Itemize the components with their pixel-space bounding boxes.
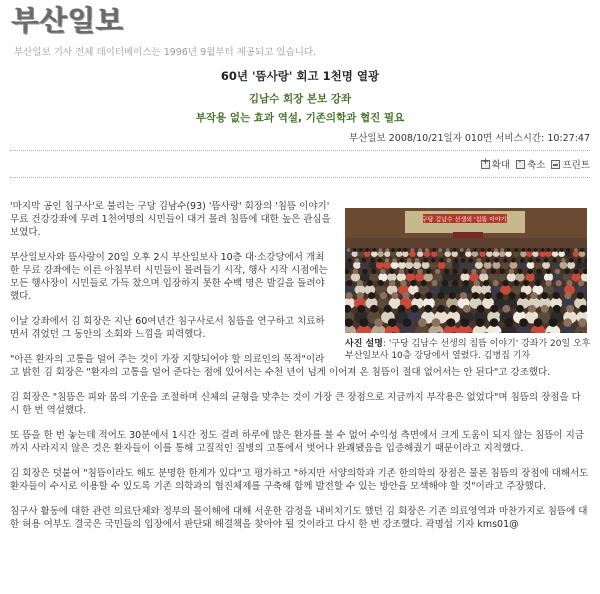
zoom-out-icon [516, 160, 525, 169]
article-toolbar [481, 157, 590, 171]
zoom-in-button[interactable] [481, 157, 510, 171]
photo-caption [341, 338, 594, 362]
lecture-photo [345, 208, 587, 333]
paragraph-3: 이날 강좌에서 김 회장은 지난 60여년간 침구사로서 침뜸을 연구하고 치료하면서 겪었던 그 동안의 소회와 느낌을 피력했다. [10, 316, 325, 340]
site-logo[interactable]: 부산일보 [12, 4, 125, 37]
paragraph-4: "아픈 환자의 고통을 덜어 주는 것이 가장 지향되어야 할 의료인의 목적"이라고 밝힌 김 회장은 "환자의 고통을 덜어 준다는 점에 있어서는 수천 년이 넘게 이어져 온 침뜸이 절대 없어서는 안 된다"고 강조했다. [10, 354, 551, 378]
photo-banner-text: 구당 김남수 선생의 '침뜸 이야기' [421, 216, 509, 224]
print-label: 프린트 [562, 160, 590, 171]
caption-text: : '구당 김남수 선생의 침뜸 이야기' 강좌가 20일 오후 부산일보사 10층 강당에서 열렸다. 김병집 기자 [345, 339, 591, 361]
article-headline: 60년 '뜸사랑' 회고 1천명 열광 [220, 69, 380, 83]
paragraph-1: '마지막 공인 침구사'로 불리는 구당 김남수(93) '뜸사랑' 회장의 '침뜸 이야기' 무료 건강강좌에 무려 1천여명의 시민들이 대거 몰려 침뜸에 대한 높은 관심을 보였다. [10, 201, 331, 238]
print-button[interactable] [551, 157, 590, 171]
zoom-out-button[interactable] [516, 157, 545, 171]
paragraph-5: 김 회장은 "침뜸은 피와 몸의 기운을 조절하며 신체의 균형을 맞추는 것이 가장 큰 장점으로 지금까지 부작용은 없었다"며 침뜸의 장점을 다시 한 번 역설했다. [10, 392, 581, 416]
divider [10, 177, 590, 178]
divider [10, 150, 590, 151]
zoom-out-label: 축소 [527, 160, 546, 171]
paragraph-2: 부산일보사와 뜸사랑이 20일 오후 2시 부산일보사 10층 대·소강당에서 개최한 무료 강좌에는 이른 아침부터 시민들이 몰려들기 시작, 행사 시작 시점에는 모든 행사장이 시민들로 가득 찼으며 입장하지 못한 수백 명은 발길을 돌려야 했다. [10, 252, 328, 302]
paragraph-7: 김 회장은 덧붙여 "침뜸이라도 해도 분명한 한계가 있다"고 평가하고 "하지만 서양의학과 기존 한의학의 장점은 물론 침뜸의 장점에 대해서도 환자들이 수시로 이용할 수 있도록 기존 의학과의 협진체제를 구축해 함께 발전할 수 있는 방안을 모색해야 할 것"이라고 주장했다. [10, 468, 589, 492]
database-notice: 부산일보 기사 전체 데이터베이스는 1996년 9월부터 제공되고 있습니다. [14, 47, 317, 58]
article-subtitle-2: 부작용 없는 효과 역설, 기존의학과 협진 필요 [195, 112, 405, 124]
zoom-in-icon [481, 160, 490, 169]
article-meta: 부산일보 2008/10/21일자 010면 서비스시간: 10:27:47 [349, 133, 590, 144]
printer-icon [551, 160, 560, 169]
paragraph-8: 침구사 활동에 대한 관련 의료단체와 정부의 몰이해에 대해 서운한 감정을 내비치기도 했던 김 회장은 기존 의료영역과 마찬가지로 침뜸에 대한 허용 여부도 결국은 국민들의 입장에서 판단돼 해결책을 찾아야 될 것이라고 다시 한 번 강조했다. 곽명섭 기자 kms01@ [10, 506, 588, 530]
photo-block [341, 208, 594, 362]
article-body [10, 200, 590, 543]
audience-photo-image [345, 208, 587, 333]
zoom-in-label: 확대 [491, 160, 511, 171]
caption-label: 사진 설명 [345, 339, 383, 349]
article-subtitle-1: 김남수 회장 본보 강좌 [248, 93, 352, 105]
paragraph-6: 또 뜸을 한 번 놓는데 적어도 30분에서 1시간 정도 걸려 하루에 많은 환자를 볼 수 없어 수익성 측면에서 크게 도움이 되지 않는 침뜸이 지금까지 사라지지 않은 것은 환자들이 이를 통해 고질적인 질병의 고통에서 벗어나 완쾌됐음을 입증해줬기 때문이라고 지적했다. [10, 430, 584, 454]
